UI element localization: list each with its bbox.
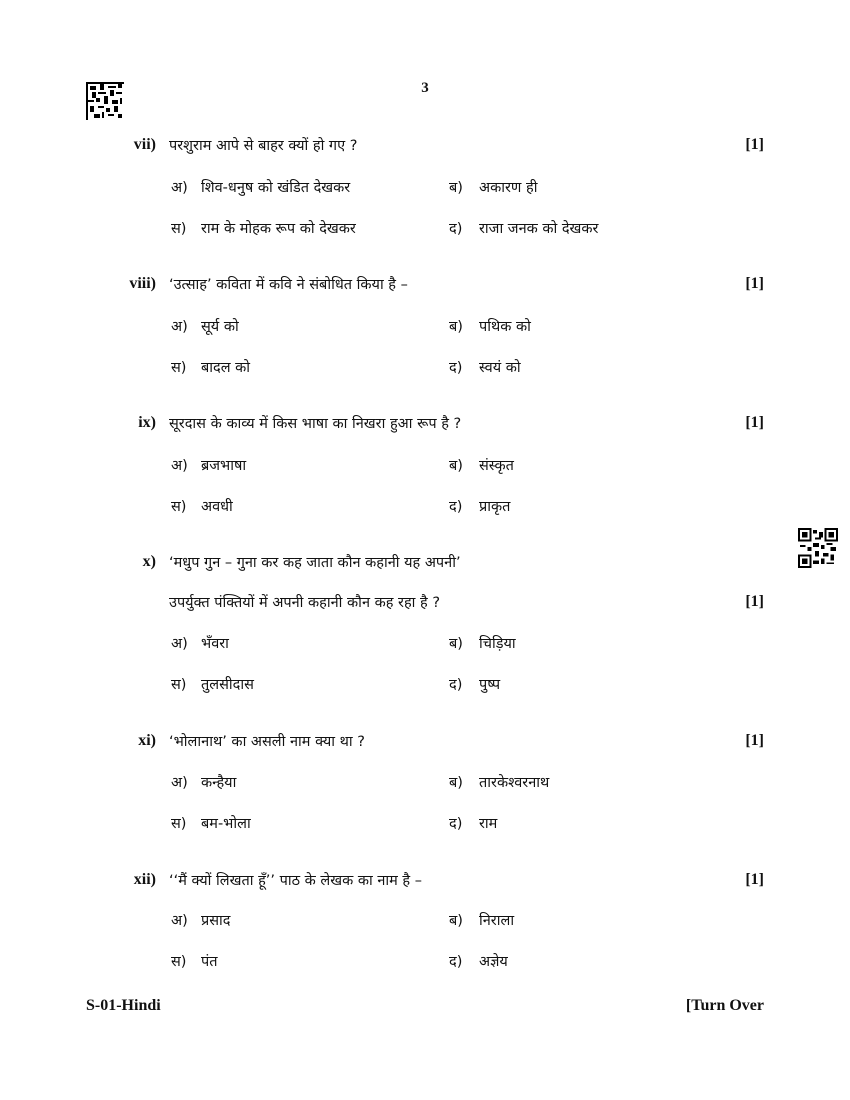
- question-text: सूरदास के काव्य में किस भाषा का निखरा हुआ रूप है ?: [169, 416, 462, 432]
- option-letter: स): [171, 954, 187, 970]
- option-b: [449, 910, 514, 930]
- question-viii: [0, 273, 850, 297]
- option-text: ब्रजभाषा: [201, 458, 247, 474]
- option-text: पंत: [201, 954, 218, 970]
- option-text: राजा जनक को देखकर: [479, 221, 599, 237]
- option-letter: द): [449, 221, 463, 237]
- question-text: ‘मधुप गुन – गुना कर कह जाता कौन कहानी यह अपनी’: [169, 555, 461, 571]
- option-a: [171, 772, 236, 792]
- option-letter: द): [449, 816, 463, 832]
- question-text: उपर्युक्त पंक्तियों में अपनी कहानी कौन कह रहा है ?: [169, 595, 441, 611]
- question-mark: [1]: [745, 593, 764, 610]
- question-vii: [0, 134, 850, 158]
- option-letter: अ): [171, 775, 188, 791]
- option-b: [449, 772, 549, 792]
- option-b: [449, 633, 516, 653]
- option-text: तुलसीदास: [201, 677, 254, 693]
- option-text: प्राकृत: [479, 499, 511, 515]
- option-text: पुष्प: [479, 677, 501, 693]
- option-a: [171, 177, 350, 197]
- option-letter: ब): [449, 636, 463, 652]
- question-mark: [1]: [745, 414, 764, 431]
- option-text: तारकेश्वरनाथ: [479, 775, 550, 791]
- option-text: निराला: [479, 913, 515, 929]
- option-c: [171, 496, 233, 516]
- option-text: अवधी: [201, 499, 233, 515]
- question-mark: [1]: [745, 136, 764, 153]
- option-a: [171, 910, 231, 930]
- option-d: [449, 218, 599, 238]
- option-letter: द): [449, 677, 463, 693]
- option-letter: अ): [171, 319, 188, 335]
- option-text: कन्हैया: [201, 775, 237, 791]
- page-number: 3: [421, 80, 429, 96]
- question-text: ‘भोलानाथ’ का असली नाम क्या था ?: [169, 734, 365, 750]
- option-a: [171, 316, 239, 336]
- option-text: भँवरा: [201, 636, 229, 652]
- option-text: अकारण ही: [479, 180, 538, 196]
- option-letter: स): [171, 499, 187, 515]
- option-text: स्वयं को: [479, 360, 521, 376]
- option-a: [171, 455, 246, 475]
- question-number: ix): [138, 414, 156, 431]
- option-b: [449, 316, 531, 336]
- option-c: [171, 813, 251, 833]
- option-letter: अ): [171, 913, 188, 929]
- question-x-line-2: [0, 591, 850, 615]
- option-letter: ब): [449, 319, 463, 335]
- option-d: [449, 951, 508, 971]
- question-text: ‘उत्साह’ कविता में कवि ने संबोधित किया है –: [169, 277, 408, 293]
- option-letter: ब): [449, 775, 463, 791]
- option-letter: स): [171, 816, 187, 832]
- option-d: [449, 357, 521, 377]
- option-text: बादल को: [201, 360, 251, 376]
- option-letter: अ): [171, 180, 188, 196]
- option-c: [171, 357, 250, 377]
- option-text: अज्ञेय: [479, 954, 508, 970]
- option-letter: द): [449, 499, 463, 515]
- option-text: सूर्य को: [201, 319, 239, 335]
- option-letter: अ): [171, 458, 188, 474]
- option-d: [449, 813, 497, 833]
- option-letter: ब): [449, 180, 463, 196]
- paper-code: S-01-Hindi: [86, 997, 161, 1014]
- turn-over-note: [Turn Over: [685, 997, 764, 1014]
- question-number: xi): [138, 732, 156, 749]
- question-mark: [1]: [745, 871, 764, 888]
- option-letter: ब): [449, 913, 463, 929]
- question-text: ‘‘मैं क्यों लिखता हूँ’’ पाठ के लेखक का नाम है –: [169, 873, 422, 889]
- option-b: [449, 177, 537, 197]
- option-text: राम: [479, 816, 498, 832]
- option-c: [171, 951, 218, 971]
- question-number: xii): [133, 871, 156, 888]
- question-text: परशुराम आपे से बाहर क्यों हो गए ?: [169, 138, 358, 154]
- option-letter: ब): [449, 458, 463, 474]
- question-mark: [1]: [745, 275, 764, 292]
- option-text: संस्कृत: [479, 458, 514, 474]
- option-letter: स): [171, 221, 187, 237]
- option-text: शिव-धनुष को खंडित देखकर: [201, 180, 351, 196]
- option-text: पथिक को: [479, 319, 531, 335]
- option-text: राम के मोहक रूप को देखकर: [201, 221, 356, 237]
- question-xii: [0, 869, 850, 893]
- option-letter: द): [449, 954, 463, 970]
- question-number: vii): [133, 136, 156, 153]
- option-c: [171, 218, 356, 238]
- option-letter: अ): [171, 636, 188, 652]
- option-b: [449, 455, 514, 475]
- option-d: [449, 674, 500, 694]
- option-text: बम-भोला: [201, 816, 251, 832]
- question-number: x): [142, 553, 156, 570]
- question-ix: [0, 412, 850, 436]
- option-c: [171, 674, 254, 694]
- question-number: viii): [129, 275, 156, 292]
- option-text: प्रसाद: [201, 913, 231, 929]
- question-mark: [1]: [745, 732, 764, 749]
- option-a: [171, 633, 229, 653]
- question-xi: [0, 730, 850, 754]
- option-letter: द): [449, 360, 463, 376]
- question-x: [0, 551, 850, 575]
- option-letter: स): [171, 360, 187, 376]
- option-text: चिड़िया: [479, 636, 516, 652]
- option-letter: स): [171, 677, 187, 693]
- option-d: [449, 496, 510, 516]
